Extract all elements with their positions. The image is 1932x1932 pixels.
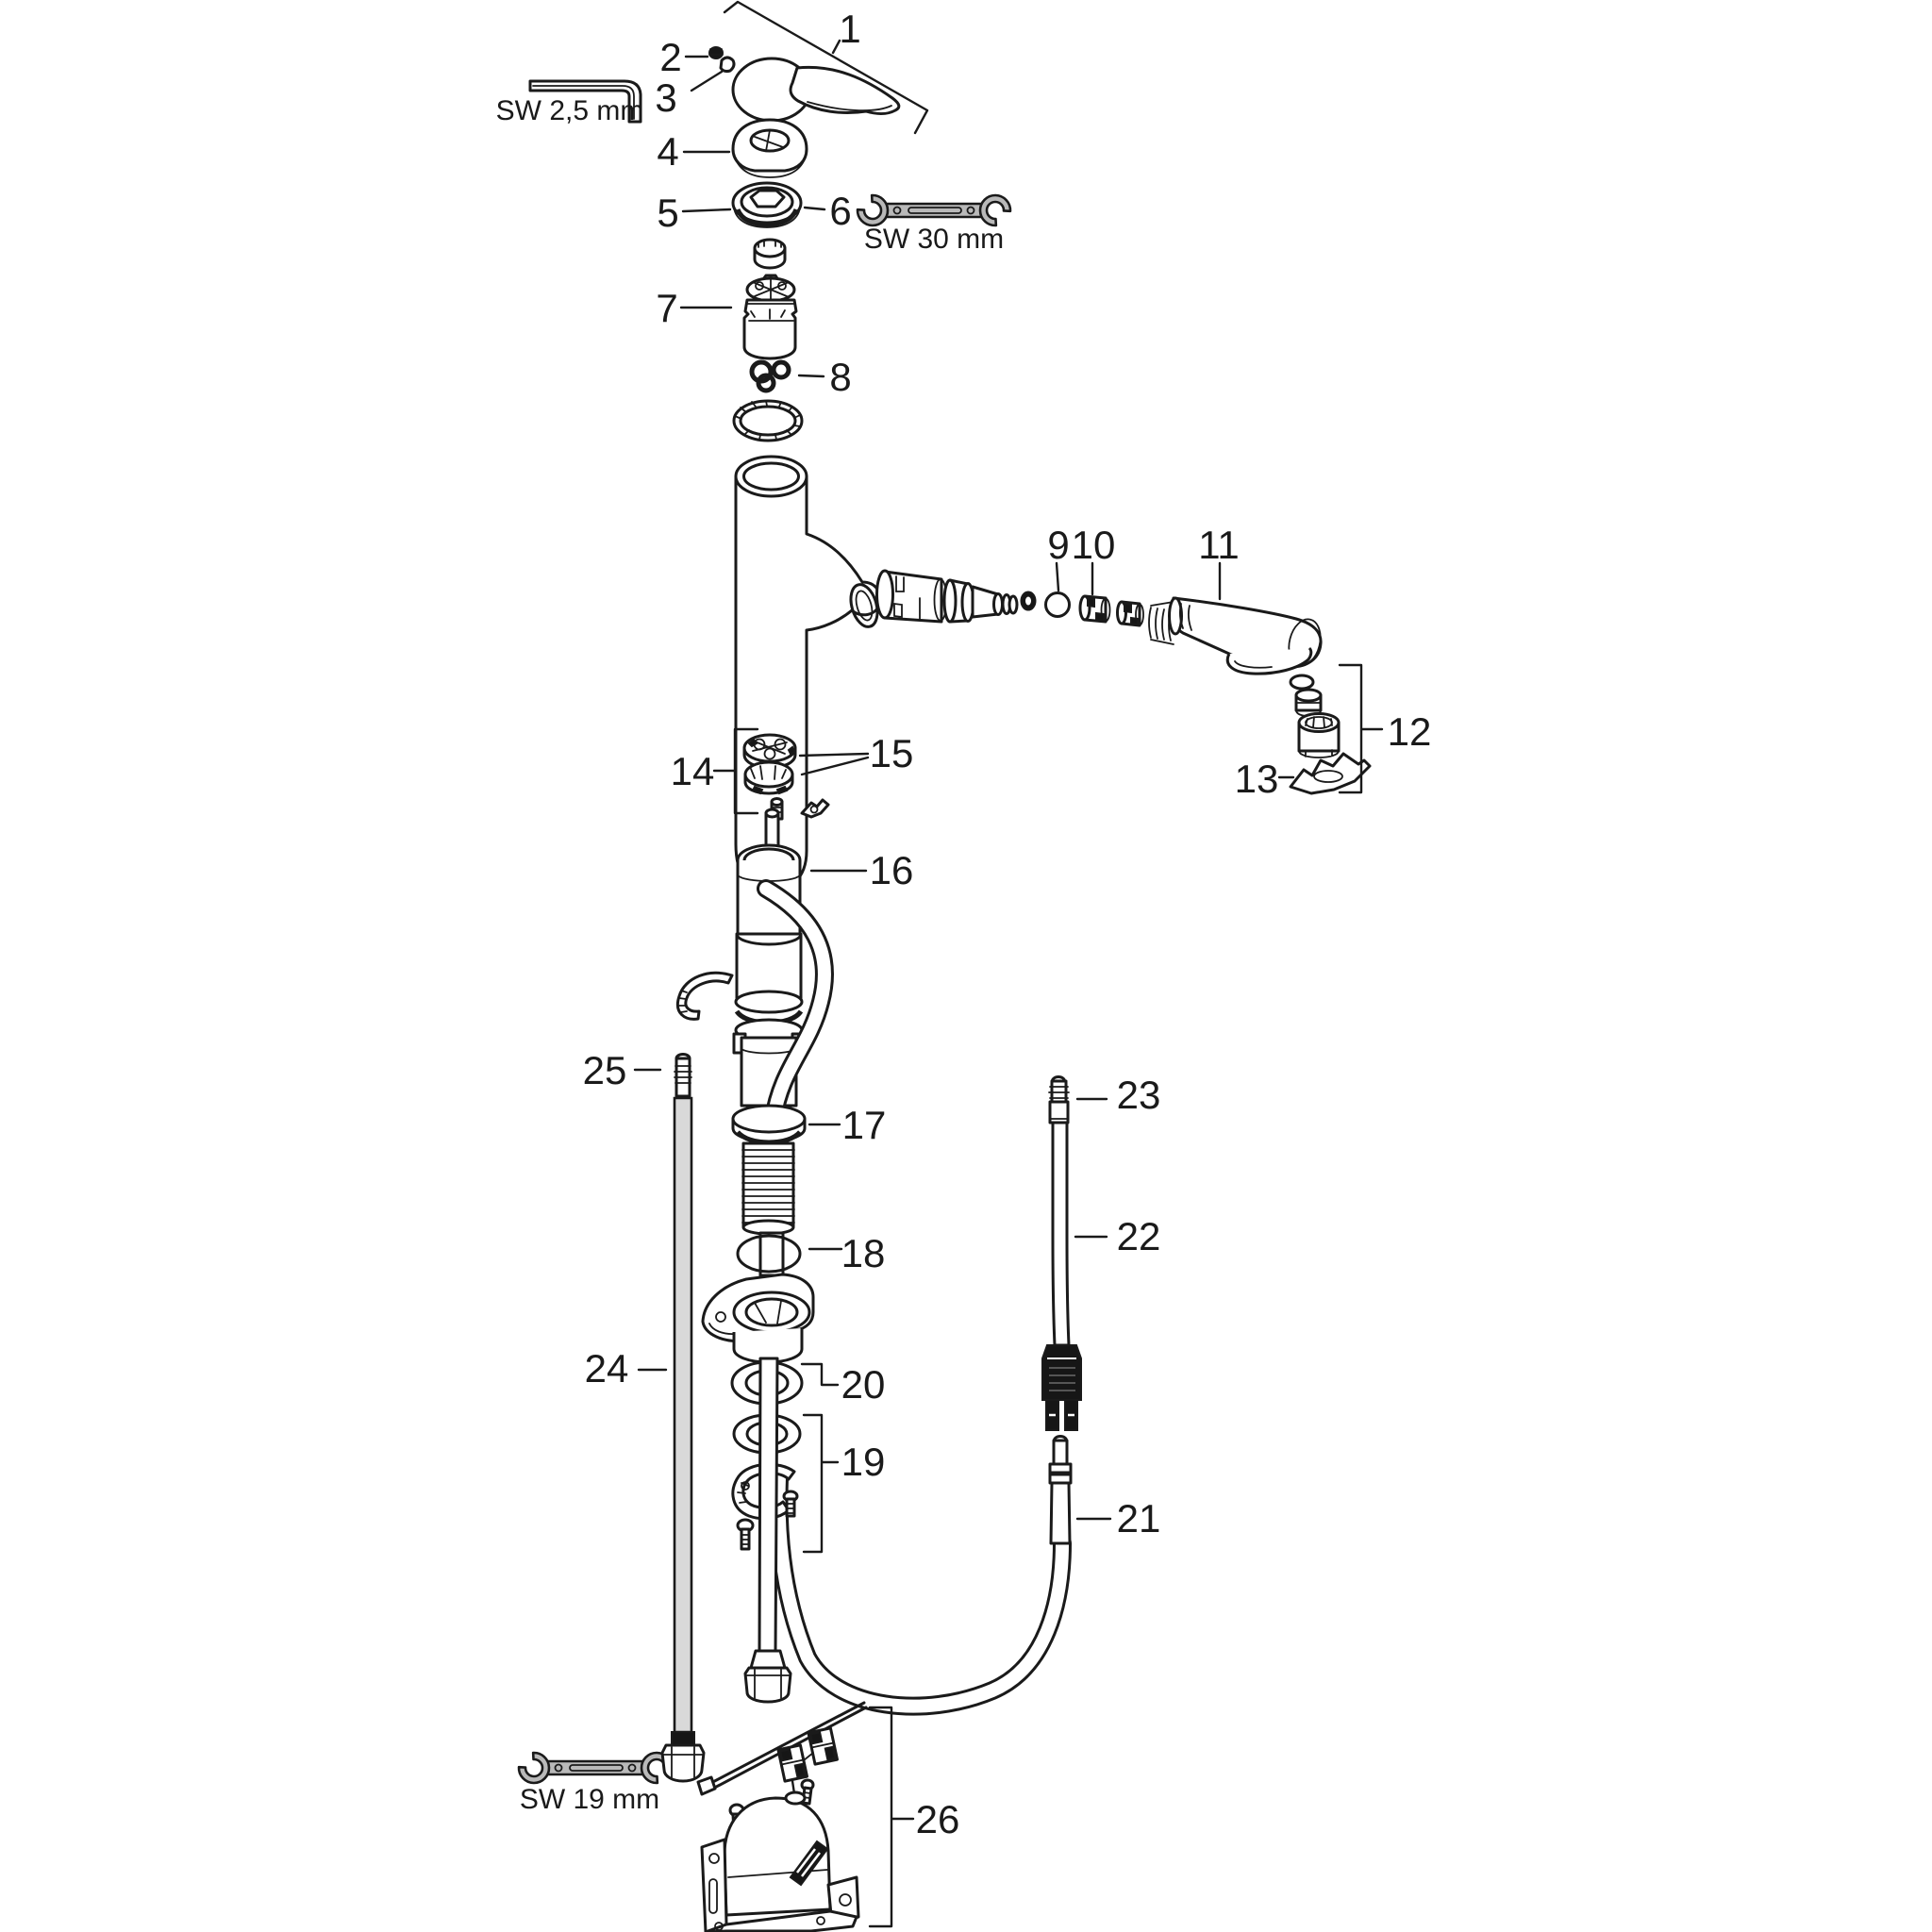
part-oring-set: [752, 362, 789, 391]
callout-13: 13: [1234, 757, 1279, 801]
bracket-20: [802, 1364, 838, 1385]
wrench-19mm-size-label: SW 19 mm: [519, 1784, 660, 1815]
callout-25: 25: [582, 1048, 627, 1092]
leader-3: [691, 72, 722, 91]
callout-14: 14: [670, 749, 715, 793]
wrench-19mm-icon: [519, 1753, 672, 1783]
part-cartridge: [744, 275, 796, 358]
callout-17: 17: [841, 1103, 887, 1147]
part-screw-b: [738, 1520, 753, 1549]
callout-26: 26: [915, 1797, 960, 1841]
bracket-26: [870, 1707, 913, 1926]
callout-24: 24: [584, 1346, 629, 1391]
callout-8: 8: [829, 355, 852, 399]
leader-5: [683, 209, 730, 211]
callout-3: 3: [655, 75, 677, 120]
part-hose-22: [1042, 1077, 1081, 1431]
part-service-key: [1291, 754, 1370, 793]
leader-8: [799, 375, 824, 376]
callout-15: 15: [869, 731, 914, 775]
part-aerator-group: [1291, 675, 1339, 758]
wrench-30mm-icon: [858, 195, 1010, 225]
callout-22: 22: [1116, 1214, 1161, 1258]
callout-6: 6: [829, 189, 852, 233]
part-slide-ring: [755, 240, 785, 268]
part-grub-screw: [709, 47, 723, 58]
callout-numbers: [583, 7, 1432, 1841]
leader-9: [1057, 563, 1058, 591]
callout-1: 1: [839, 7, 861, 51]
part-hose-21-fitting: [1050, 1437, 1071, 1544]
part-screw-a: [784, 1491, 797, 1516]
callout-23: 23: [1116, 1073, 1161, 1117]
callout-12: 12: [1387, 709, 1432, 754]
callout-9: 9: [1047, 523, 1070, 567]
bracket-19: [804, 1415, 838, 1552]
part-mounting-set-26: [698, 1703, 866, 1932]
callout-20: 20: [841, 1362, 886, 1407]
part-base-flange: [703, 1274, 813, 1362]
part-handle-lever: [733, 58, 899, 121]
part-plug: [721, 58, 734, 72]
allen-key-size-label: SW 2,5 mm: [495, 95, 644, 126]
callout-18: 18: [841, 1231, 886, 1275]
callout-10: 10: [1071, 523, 1116, 567]
leader-6: [805, 208, 824, 209]
part-ring-nut: [733, 183, 801, 227]
callout-5: 5: [657, 191, 679, 235]
part-threaded-shank: [733, 1106, 805, 1275]
callout-4: 4: [657, 129, 679, 174]
part-sleeve-10: [1080, 596, 1143, 625]
wrench-30mm-size-label: SW 30 mm: [863, 224, 1005, 255]
part-spray-head: [1149, 598, 1325, 674]
part-handle-cap: [733, 120, 807, 177]
callout-21: 21: [1116, 1496, 1161, 1541]
part-serrated-ring: [734, 401, 802, 441]
part-pin-25: [675, 1055, 691, 1097]
part-faucet-body: [736, 457, 882, 892]
callout-11: 11: [1198, 523, 1240, 567]
callout-19: 19: [841, 1440, 886, 1484]
leader-15: [800, 754, 868, 774]
callout-2: 2: [659, 35, 682, 79]
part-oring-9: [1046, 593, 1070, 617]
part-c-clip: [677, 973, 732, 1019]
part-rod-24: [662, 1098, 704, 1781]
callout-16: 16: [869, 848, 914, 892]
callout-7: 7: [656, 286, 678, 330]
part-spout-insert: [877, 571, 1036, 622]
